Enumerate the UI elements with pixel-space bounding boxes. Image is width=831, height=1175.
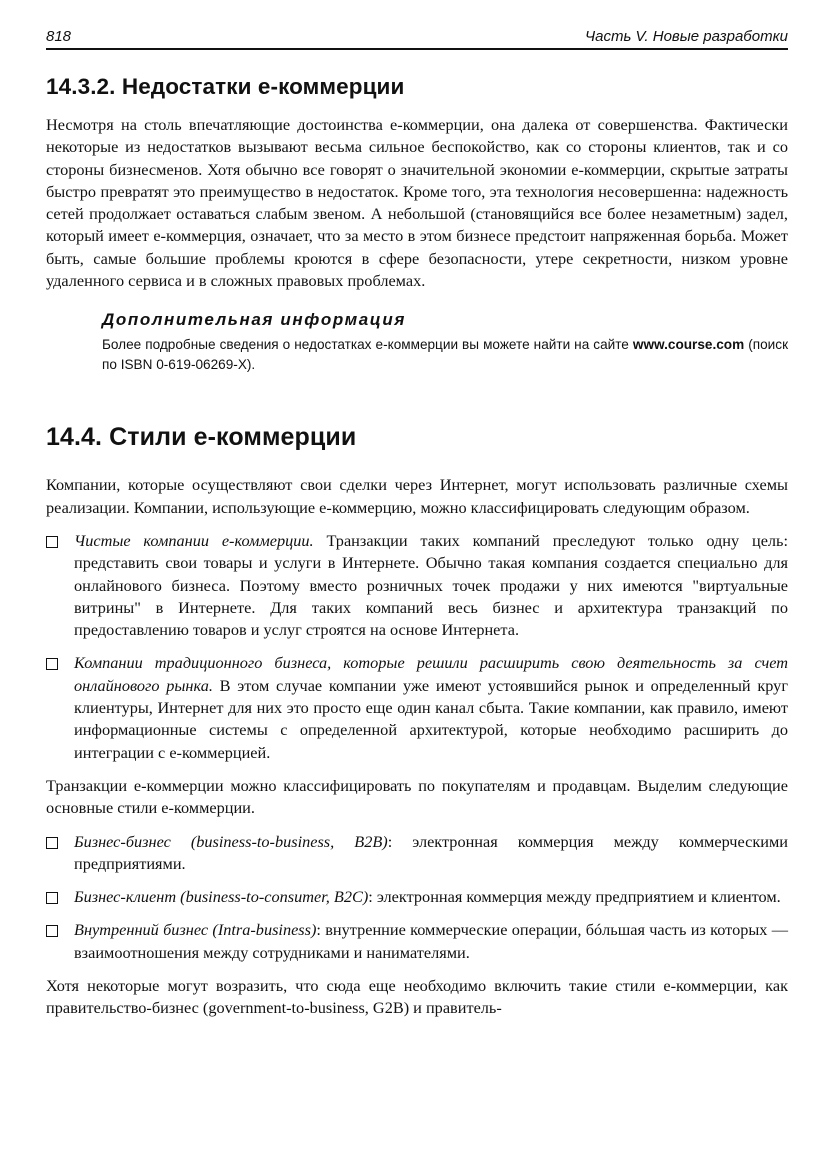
- checkbox-bullet-icon: [46, 892, 58, 904]
- note-text: [102, 335, 788, 375]
- checkbox-bullet-icon: [46, 658, 58, 670]
- info-note: [102, 310, 788, 375]
- commerce-styles-list: [46, 831, 788, 964]
- item-text: : электронная коммерция между предприятием и клиентом.: [368, 887, 781, 907]
- item-text: : электронная коммерция между коммерческими предприятиями.: [74, 831, 788, 873]
- closing-paragraph: Хотя некоторые могут возразить, что сюда еще необходимо включить такие стили е-коммерции, как правительство-бизнес (government-to-business, G2B) и правитель-: [46, 976, 788, 1018]
- list-item: [46, 919, 788, 964]
- middle-paragraph: Транзакции е-коммерции можно классифицировать по покупателям и продавцам. Выделим следующие основные стили е-коммерции.: [46, 775, 788, 818]
- note-title: Дополнительная информация: [102, 310, 406, 330]
- checkbox-bullet-icon: [46, 925, 58, 937]
- note-text-before: Более подробные сведения о недостатках е-коммерции вы можете найти на сайте: [102, 337, 633, 353]
- note-text-after: (поиск по ISBN 0-619-06269-X).: [102, 337, 789, 373]
- note-link[interactable]: www.course.com: [632, 337, 745, 353]
- running-header: [46, 28, 788, 50]
- item-term: Компании традиционного бизнеса, которые решили расширить свою деятельность за счет онлайнового рынка.: [74, 653, 788, 695]
- checkbox-bullet-icon: [46, 837, 58, 849]
- item-term: Бизнес-бизнес (business-to-business, B2B): [74, 831, 388, 851]
- list-item: [46, 831, 788, 876]
- list-item: [46, 652, 788, 763]
- intro-paragraph: Компании, которые осуществляют свои сделки через Интернет, могут использовать различные схемы реализации. Компании, использующие е-коммерцию, можно классифицировать следующим образом.: [46, 475, 788, 517]
- checkbox-bullet-icon: [46, 536, 58, 548]
- item-term: Чистые компании е-коммерции.: [74, 530, 314, 550]
- item-text: : внутренние коммерческие операции, бóльшая часть из которых — взаимоотношения между сотрудниками и нанимателями.: [74, 920, 789, 962]
- list-item: [46, 530, 788, 641]
- section-heading-14-4: 14.4. Стили е-коммерции: [46, 423, 357, 452]
- list-item: [46, 886, 788, 908]
- book-page: [46, 28, 788, 1020]
- item-text: Транзакции таких компаний преследуют только одну цель: представить свои товары и услуги в Интернете. Обычно такая компания создается специально для онлайнового бизнеса. Поэтому вместо розничных точек продажи у них имеются "виртуальные витрины" в Интернете. Для таких компаний весь бизнес и архитектура транзакций по предоставлению товаров и услуг строятся на основе Интернета.: [74, 530, 788, 640]
- part-title: Часть V. Новые разработки: [585, 28, 788, 45]
- page-number: 818: [46, 28, 72, 45]
- item-text: В этом случае компании уже имеют устоявшийся рынок и определенный круг клиентуры, Интернет для них это просто еще один канал сбыта. Такие компании, как правило, имеют информационные системы с определенной архитектурой, которые необходимо расширить до интеграции с е-коммерцией.: [74, 675, 788, 762]
- company-types-list: [46, 530, 788, 764]
- section-heading-14-3-2: 14.3.2. Недостатки е-коммерции: [46, 74, 405, 99]
- item-term: Внутренний бизнес (Intra-business): [74, 920, 317, 940]
- section-paragraph: Несмотря на столь впечатляющие достоинства е-коммерции, она далека от совершенства. Фактически некоторые из недостатков вызывают весьма сильное беспокойство, как со стороны клиентов, так и со стороны бизнесменов. Хотя обычно все говорят о значительной экономии е-коммерции, скрытые затраты быстро превратят это преимущество в недостаток. Кроме того, эта технология несовершенна: надежность сетей продолжает оставаться слабым звеном. А небольшой (становящийся все более незаметным) задел, который имеет е-коммерция, означает, что за место в этом бизнесе предстоит напряженная борьба. Может быть, самые большие проблемы кроются в сфере безопасности, утере секретности, низком уровне удаленного сервиса и в сложных правовых проблемах.: [46, 115, 788, 291]
- item-term: Бизнес-клиент (business-to-consumer, B2C): [74, 887, 369, 907]
